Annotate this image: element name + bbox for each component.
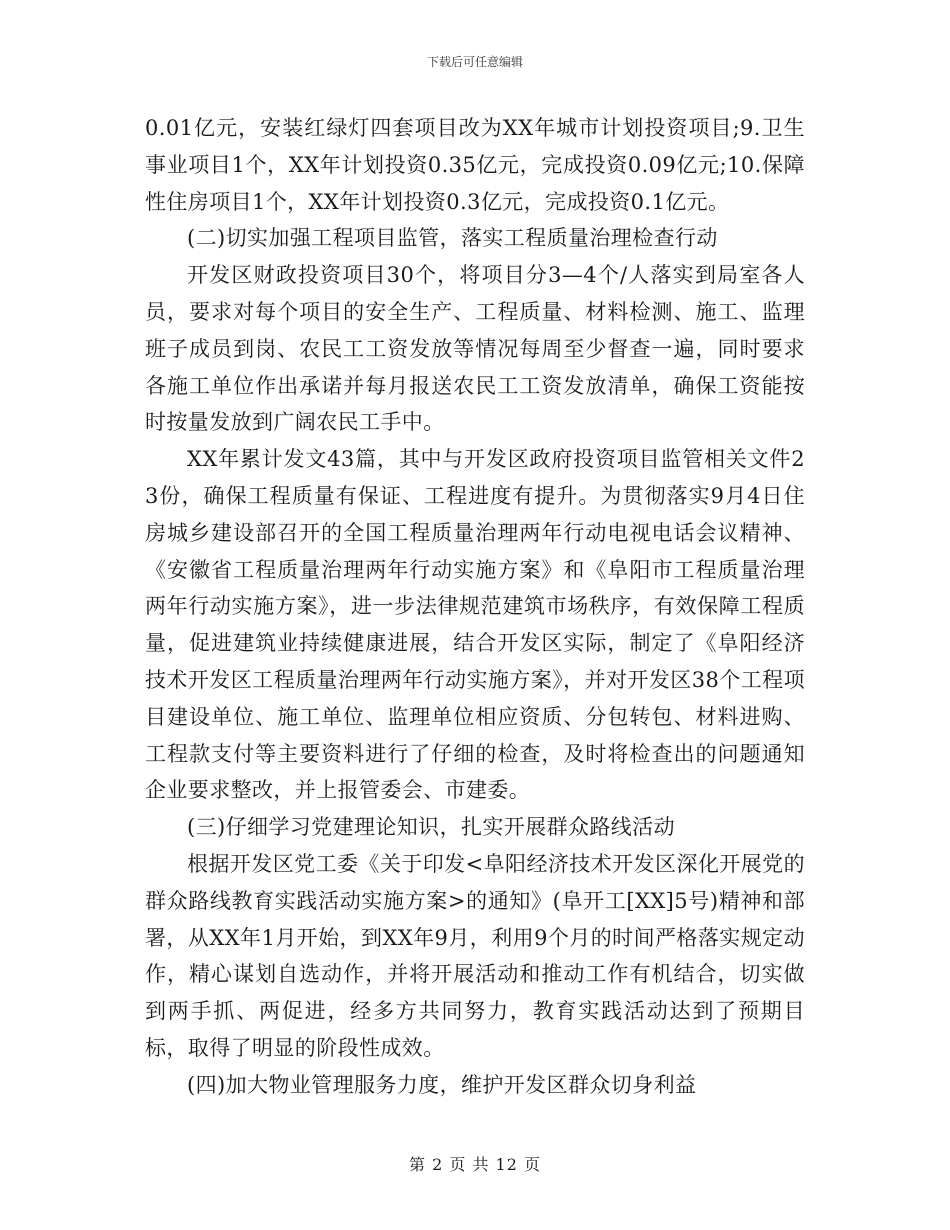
- page-number-footer: 第 2 页 共 12 页: [409, 1155, 541, 1174]
- paragraph-project-assignment: 开发区财政投资项目30个，将项目分3—4个/人落实到局室各人员，要求对每个项目的安全生产、工程质量、材料检测、施工、监理班子成员到岗、农民工工资发放等情况每周至少督查一遍，同时要求各施工单位作出承诺并每月报送农民工工资发放清单，确保工资能按时按量发放到广阔农民工手中。: [145, 263, 805, 435]
- section-heading-property-management: (四)加大物业管理服务力度，维护开发区群众切身利益: [187, 1072, 697, 1097]
- document-body: [145, 110, 805, 1104]
- paragraph-mass-line-activity: 根据开发区党工委《关于印发<阜阳经济技术开发区深化开展党的群众路线教育实践活动实施方案>的通知》(阜开工[XX]5号)精神和部署，从XX年1月开始，到XX年9月，利用9个月的时间严格落实规定动作，精心谋划自选动作，并将开展活动和推动工作有机结合，切实做到两手抓、两促进，经多方共同努力，教育实践活动达到了预期目标，取得了明显的阶段性成效。: [145, 851, 805, 1060]
- section-heading-project-supervision: (二)切实加强工程项目监管，落实工程质量治理检查行动: [187, 226, 718, 251]
- paragraph-investment-summary: 0.01亿元，安装红绿灯四套项目改为XX年城市计划投资项目;9.卫生事业项目1个，XX年计划投资0.35亿元，完成投资0.09亿元;10.保障性住房项目1个，XX年计划投资0.3亿元，完成投资0.1亿元。: [145, 116, 805, 214]
- page-header: 下载后可任意编辑: [426, 55, 523, 69]
- section-heading-party-building: (三)仔细学习党建理论知识，扎实开展群众路线活动: [187, 815, 675, 840]
- paragraph-documents-issued: XX年累计发文43篇，其中与开发区政府投资项目监管相关文件23份，确保工程质量有保证、工程进度有提升。为贯彻落实9月4日住房城乡建设部召开的全国工程质量治理两年行动电视电话会议精神、《安徽省工程质量治理两年行动实施方案》和《阜阳市工程质量治理两年行动实施方案》，进一步法律规范建筑市场秩序，有效保障工程质量，促进建筑业持续健康进展，结合开发区实际，制定了《阜阳经济技术开发区工程质量治理两年行动实施方案》，并对开发区38个工程项目建设单位、施工单位、监理单位相应资质、分包转包、材料进购、工程款支付等主要资料进行了仔细的检查，及时将检查出的问题通知企业要求整改，并上报管委会、市建委。: [145, 447, 805, 803]
